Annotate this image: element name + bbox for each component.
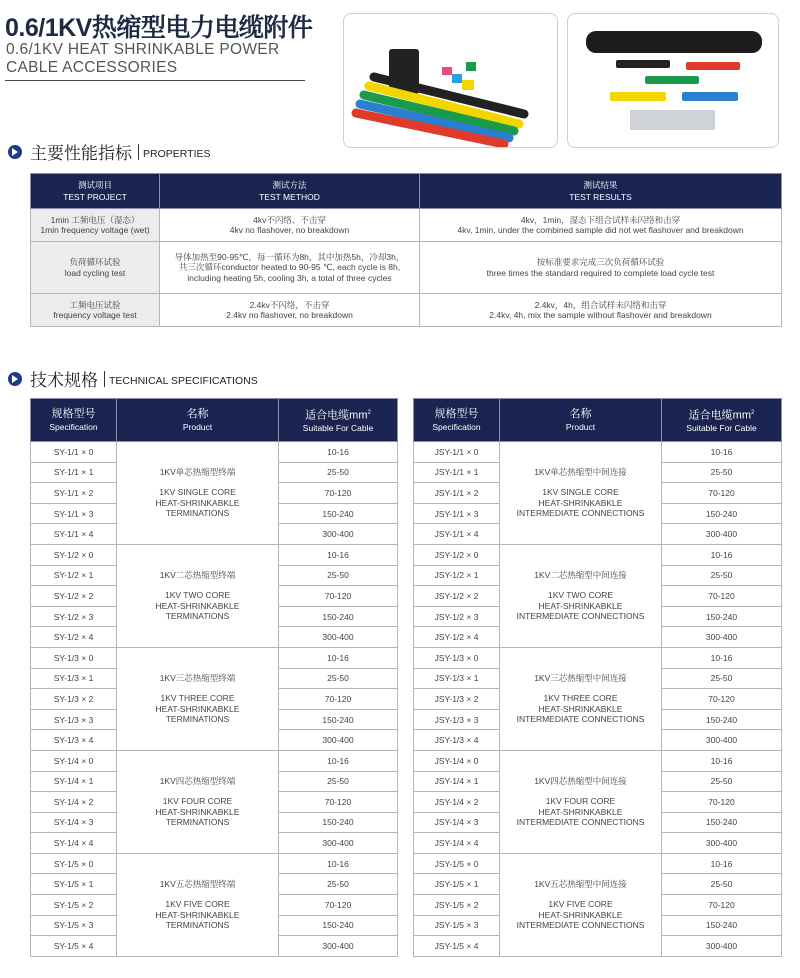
test-method-cell — [160, 294, 420, 327]
method-cn: 2.4kv不闪络，不击穿 — [249, 299, 330, 310]
cable-size-cell: 70-120 — [662, 792, 782, 813]
model-cell: JSY-1/4 × 2 — [414, 792, 500, 813]
cable-size-cell: 25-50 — [279, 565, 398, 586]
cable-size-cell: 25-50 — [279, 462, 398, 483]
page-title: 0.6/1KV热缩型电力电缆附件 — [5, 14, 313, 42]
product-name-en: HEAT-SHRINKABKLE — [155, 909, 240, 920]
result-cn: 按标准要求完成三次负荷循环试验 — [536, 257, 665, 267]
product-name-cn: 1KV三芯热缩型终端 — [159, 672, 236, 683]
heading-cn: 技术规格 — [30, 371, 98, 390]
table-row — [31, 750, 398, 771]
product-name-cell — [500, 442, 662, 545]
spec-table-terminations — [30, 398, 398, 957]
model-cell: SY-1/1 × 1 — [31, 462, 117, 483]
model-cell: JSY-1/3 × 1 — [414, 668, 500, 689]
header-en: Suitable For Cable — [302, 423, 374, 434]
table-row — [414, 544, 782, 565]
header-cn — [415, 407, 498, 421]
project-en: 1min frequency voltage (wet) — [40, 225, 150, 235]
column-header — [31, 174, 160, 209]
model-cell: JSY-1/2 × 3 — [414, 606, 500, 627]
cable-size-cell: 150-240 — [662, 915, 782, 936]
cable-size-cell: 300-400 — [279, 730, 398, 751]
test-project-cell — [31, 209, 160, 242]
product-name-en: 1KV TWO CORE — [547, 590, 614, 601]
product-name-en: 1KV FIVE CORE — [165, 899, 230, 910]
spec-table-connections — [413, 398, 782, 957]
product-name-en: TERMINATIONS — [165, 611, 230, 622]
product-name-cell — [117, 442, 279, 545]
header-en: Specification — [49, 422, 98, 432]
cable-size-cell: 25-50 — [662, 462, 782, 483]
cable-size-cell: 10-16 — [662, 647, 782, 668]
model-cell: SY-1/3 × 4 — [31, 730, 117, 751]
model-cell: SY-1/2 × 3 — [31, 606, 117, 627]
product-name-en: INTERMEDIATE CONNECTIONS — [516, 817, 645, 828]
product-name-cell — [500, 750, 662, 853]
test-project-cell — [31, 294, 160, 327]
result-cn: 4kv，1min，湿态下组合试样未闪络和击穿 — [520, 214, 681, 225]
product-name-cell — [117, 544, 279, 647]
product-name-cn: 1KV二芯热缩型中间连接 — [534, 569, 627, 580]
product-name-en: HEAT-SHRINKABKLE — [538, 703, 623, 714]
model-cell: JSY-1/5 × 1 — [414, 874, 500, 895]
product-name-en: INTERMEDIATE CONNECTIONS — [516, 714, 645, 725]
result-en: 4kv, 1min, under the combined sample did not wet flashover and breakdown — [457, 225, 744, 235]
column-header — [662, 399, 782, 442]
model-cell: SY-1/4 × 1 — [31, 771, 117, 792]
product-photo-terminations — [343, 13, 558, 148]
heading-en: PROPERTIES — [143, 147, 211, 160]
model-cell: SY-1/1 × 0 — [31, 442, 117, 463]
product-name-en: HEAT-SHRINKABKLE — [538, 806, 623, 817]
column-header — [500, 399, 662, 442]
table-row — [31, 294, 782, 327]
product-name-en: 1KV SINGLE CORE — [542, 487, 619, 498]
cable-size-cell: 70-120 — [279, 483, 398, 504]
cable-size-cell: 70-120 — [279, 586, 398, 607]
cable-size-cell: 150-240 — [662, 503, 782, 524]
header-cn-text: 规格型号 — [51, 408, 96, 420]
product-name-cell — [117, 647, 279, 750]
cable-size-cell: 10-16 — [662, 750, 782, 771]
header-cn-text: 名称 — [569, 408, 592, 420]
arrow-circle-icon — [8, 145, 22, 159]
model-cell: JSY-1/3 × 0 — [414, 647, 500, 668]
product-name-en: TERMINATIONS — [165, 508, 230, 519]
product-name-cn: 1KV四芯热缩型中间连接 — [534, 775, 627, 786]
cable-size-cell: 300-400 — [279, 627, 398, 648]
product-name-en: INTERMEDIATE CONNECTIONS — [516, 508, 645, 519]
product-name-en: 1KV TWO CORE — [164, 590, 231, 601]
product-name-cn: 1KV单芯热缩型中间连接 — [534, 466, 627, 477]
project-cn: 负荷循环试验 — [69, 257, 121, 267]
product-name-en: HEAT-SHRINKABKLE — [538, 497, 623, 508]
column-header — [117, 399, 279, 442]
table-row — [31, 242, 782, 294]
model-cell: JSY-1/1 × 4 — [414, 524, 500, 545]
table-row — [31, 209, 782, 242]
model-cell: JSY-1/2 × 2 — [414, 586, 500, 607]
cable-size-cell: 25-50 — [662, 874, 782, 895]
cable-size-cell: 150-240 — [279, 606, 398, 627]
cable-size-cell: 25-50 — [279, 668, 398, 689]
product-name-en: HEAT-SHRINKABKLE — [155, 703, 240, 714]
product-name-cn: 1KV四芯热缩型终端 — [159, 775, 236, 786]
product-name-en: INTERMEDIATE CONNECTIONS — [516, 611, 645, 622]
model-cell: JSY-1/5 × 4 — [414, 936, 500, 957]
cable-size-cell: 70-120 — [279, 689, 398, 710]
model-cell: JSY-1/4 × 1 — [414, 771, 500, 792]
cable-size-cell: 300-400 — [662, 730, 782, 751]
properties-table — [30, 173, 782, 327]
product-name-cell — [500, 853, 662, 956]
model-cell: SY-1/5 × 0 — [31, 853, 117, 874]
cable-size-cell: 10-16 — [662, 853, 782, 874]
model-cell: SY-1/3 × 3 — [31, 709, 117, 730]
model-cell: JSY-1/2 × 0 — [414, 544, 500, 565]
result-en: three times the standard required to complete load cycle test — [486, 267, 715, 278]
arrow-circle-icon — [8, 372, 22, 386]
header-cn-text: 适合电缆mm — [688, 409, 751, 422]
product-name-en: INTERMEDIATE CONNECTIONS — [516, 920, 645, 931]
project-cn: 1min 工频电压（湿态） — [50, 214, 140, 225]
cable-size-cell: 70-120 — [279, 895, 398, 916]
cable-size-cell: 70-120 — [279, 792, 398, 813]
model-cell: SY-1/1 × 2 — [31, 483, 117, 504]
table-row — [414, 750, 782, 771]
product-name-en: HEAT-SHRINKABKLE — [155, 600, 240, 611]
table-row — [31, 647, 398, 668]
header-en: TEST PROJECT — [63, 192, 127, 202]
model-cell: JSY-1/2 × 4 — [414, 627, 500, 648]
product-name-cell — [500, 544, 662, 647]
header-cn-text: 名称 — [186, 408, 209, 420]
model-cell: JSY-1/1 × 1 — [414, 462, 500, 483]
table-row — [414, 647, 782, 668]
header-en: Product — [565, 422, 596, 432]
product-name-cell — [117, 750, 279, 853]
project-cn: 工频电压试验 — [69, 299, 121, 310]
cable-size-cell: 150-240 — [662, 606, 782, 627]
product-name-cn: 1KV五芯热缩型终端 — [159, 878, 236, 889]
cable-size-cell: 25-50 — [279, 874, 398, 895]
cable-size-cell: 70-120 — [662, 483, 782, 504]
header-en: TEST RESULTS — [569, 192, 632, 202]
divider — [5, 80, 305, 81]
header-en: TEST METHOD — [259, 192, 320, 202]
cable-size-cell: 10-16 — [279, 442, 398, 463]
method-en: 4kv no flashover, no breakdown — [229, 225, 350, 235]
test-result-cell — [420, 242, 782, 294]
model-cell: SY-1/1 × 3 — [31, 503, 117, 524]
product-name-en: HEAT-SHRINKABKLE — [538, 600, 623, 611]
product-name-en: TERMINATIONS — [165, 817, 230, 828]
model-cell: SY-1/4 × 0 — [31, 750, 117, 771]
header-cn-text: 适合电缆mm — [305, 409, 368, 422]
model-cell: SY-1/3 × 0 — [31, 647, 117, 668]
model-cell: JSY-1/1 × 3 — [414, 503, 500, 524]
cable-size-cell: 25-50 — [662, 565, 782, 586]
heading-cn: 主要性能指标 — [30, 144, 132, 163]
product-name-en: TERMINATIONS — [165, 920, 230, 931]
model-cell: SY-1/2 × 1 — [31, 565, 117, 586]
product-name-en: 1KV FIVE CORE — [548, 899, 613, 910]
table-row — [414, 853, 782, 874]
result-en: 2.4kv, 4h, mix the sample without flashover and breakdown — [489, 310, 712, 320]
model-cell: JSY-1/4 × 3 — [414, 812, 500, 833]
cable-size-cell: 10-16 — [279, 750, 398, 771]
model-cell: JSY-1/3 × 4 — [414, 730, 500, 751]
header-cn — [501, 407, 660, 421]
model-cell: SY-1/4 × 4 — [31, 833, 117, 854]
cable-size-cell: 10-16 — [279, 647, 398, 668]
method-en: 共三次循环conductor heated to 90-95 ℃, each cycle is 8h, — [178, 262, 401, 273]
model-cell: JSY-1/5 × 2 — [414, 895, 500, 916]
cable-size-cell: 300-400 — [662, 833, 782, 854]
cable-size-cell: 150-240 — [662, 709, 782, 730]
column-header — [160, 174, 420, 209]
table-row — [31, 544, 398, 565]
test-result-cell — [420, 294, 782, 327]
header-row — [31, 399, 398, 442]
model-cell: SY-1/5 × 2 — [31, 895, 117, 916]
cable-size-cell: 25-50 — [662, 771, 782, 792]
cable-size-cell: 10-16 — [662, 442, 782, 463]
model-cell: SY-1/5 × 4 — [31, 936, 117, 957]
model-cell: SY-1/3 × 2 — [31, 689, 117, 710]
header-cn: 测试结果 — [583, 180, 618, 190]
project-en: load cycling test — [64, 267, 126, 278]
table-row — [31, 442, 398, 463]
test-method-cell — [160, 242, 420, 294]
cable-size-cell: 25-50 — [662, 668, 782, 689]
model-cell: SY-1/2 × 4 — [31, 627, 117, 648]
header-cn: 测试方法 — [272, 180, 307, 190]
product-name-cn: 1KV单芯热缩型终端 — [159, 466, 236, 477]
product-name-cn: 1KV二芯热缩型终端 — [159, 569, 236, 580]
method-en2: including heating 5h, cooling 3h, a total of three cycles — [187, 272, 392, 283]
header-en: Suitable For Cable — [686, 423, 757, 434]
product-name-en: 1KV SINGLE CORE — [159, 487, 236, 498]
superscript: 2 — [367, 409, 371, 416]
cable-size-cell: 150-240 — [279, 915, 398, 936]
product-photo-connections — [567, 13, 779, 148]
header-cn — [32, 407, 115, 421]
header-cn — [118, 407, 277, 421]
result-cn: 2.4kv，4h，组合试样未闪络和击穿 — [534, 299, 667, 310]
cable-size-cell: 70-120 — [662, 689, 782, 710]
column-header — [31, 399, 117, 442]
heading-en: TECHNICAL SPECIFICATIONS — [109, 374, 258, 387]
header-cn — [280, 406, 396, 423]
header-cn — [663, 406, 780, 423]
header-en: Product — [182, 422, 213, 432]
model-cell: SY-1/3 × 1 — [31, 668, 117, 689]
page-subtitle — [6, 41, 279, 77]
cable-size-cell: 300-400 — [279, 524, 398, 545]
product-name-cn: 1KV三芯热缩型中间连接 — [534, 672, 627, 683]
product-name-en: HEAT-SHRINKABKLE — [155, 806, 240, 817]
model-cell: SY-1/5 × 1 — [31, 874, 117, 895]
superscript: 2 — [750, 409, 755, 416]
cable-size-cell: 300-400 — [662, 524, 782, 545]
model-cell: JSY-1/5 × 0 — [414, 853, 500, 874]
header-cn-text: 规格型号 — [434, 408, 479, 420]
divider — [138, 144, 139, 160]
table-row — [31, 853, 398, 874]
product-name-cell — [117, 853, 279, 956]
header-cn: 测试项目 — [77, 180, 112, 190]
model-cell: SY-1/4 × 2 — [31, 792, 117, 813]
cable-size-cell: 150-240 — [279, 812, 398, 833]
table-row — [414, 442, 782, 463]
model-cell: JSY-1/5 × 3 — [414, 915, 500, 936]
project-en: frequency voltage test — [53, 310, 137, 320]
cable-size-cell: 300-400 — [279, 936, 398, 957]
cable-size-cell: 150-240 — [279, 503, 398, 524]
subtitle-line: 0.6/1KV HEAT SHRINKABLE POWER — [6, 41, 280, 58]
subtitle-line: CABLE ACCESSORIES — [6, 59, 178, 76]
model-cell: SY-1/1 × 4 — [31, 524, 117, 545]
product-name-cn: 1KV五芯热缩型中间连接 — [534, 878, 627, 889]
header-row — [414, 399, 782, 442]
product-name-en: TERMINATIONS — [165, 714, 230, 725]
specifications-heading — [8, 366, 258, 391]
header-en: Specification — [432, 422, 481, 432]
model-cell: SY-1/2 × 2 — [31, 586, 117, 607]
test-project-cell — [31, 242, 160, 294]
cable-size-cell: 150-240 — [662, 812, 782, 833]
test-method-cell — [160, 209, 420, 242]
product-name-cell — [500, 647, 662, 750]
model-cell: JSY-1/1 × 0 — [414, 442, 500, 463]
model-cell: JSY-1/2 × 1 — [414, 565, 500, 586]
method-cn: 4kv不闪络、不击穿 — [253, 214, 326, 225]
cable-size-cell: 10-16 — [279, 853, 398, 874]
cable-size-cell: 300-400 — [662, 936, 782, 957]
model-cell: JSY-1/4 × 0 — [414, 750, 500, 771]
cable-size-cell: 300-400 — [662, 627, 782, 648]
test-result-cell — [420, 209, 782, 242]
properties-heading — [8, 139, 211, 164]
method-cn: 导体加热至90-95℃，每一循环为8h，其中加热5h，冷却3h， — [174, 251, 405, 262]
model-cell: SY-1/5 × 3 — [31, 915, 117, 936]
cable-size-cell: 70-120 — [662, 586, 782, 607]
model-cell: JSY-1/3 × 2 — [414, 689, 500, 710]
cable-size-cell: 150-240 — [279, 709, 398, 730]
model-cell: JSY-1/4 × 4 — [414, 833, 500, 854]
column-header — [279, 399, 398, 442]
column-header — [414, 399, 500, 442]
divider — [104, 371, 105, 387]
product-name-en: 1KV FOUR CORE — [162, 796, 233, 807]
model-cell: SY-1/2 × 0 — [31, 544, 117, 565]
cable-size-cell: 25-50 — [279, 771, 398, 792]
model-cell: JSY-1/3 × 3 — [414, 709, 500, 730]
column-header — [420, 174, 782, 209]
product-name-en: HEAT-SHRINKABKLE — [155, 497, 240, 508]
product-name-en: 1KV THREE CORE — [160, 693, 235, 704]
model-cell: SY-1/4 × 3 — [31, 812, 117, 833]
method-en: 2.4kv no flashover, no breakdown — [226, 310, 353, 320]
cable-size-cell: 10-16 — [662, 544, 782, 565]
product-name-en: 1KV THREE CORE — [543, 693, 618, 704]
product-name-en: 1KV FOUR CORE — [545, 796, 616, 807]
cable-size-cell: 10-16 — [279, 544, 398, 565]
model-cell: JSY-1/1 × 2 — [414, 483, 500, 504]
cable-size-cell: 70-120 — [662, 895, 782, 916]
product-name-en: HEAT-SHRINKABKLE — [538, 909, 623, 920]
cable-size-cell: 300-400 — [279, 833, 398, 854]
